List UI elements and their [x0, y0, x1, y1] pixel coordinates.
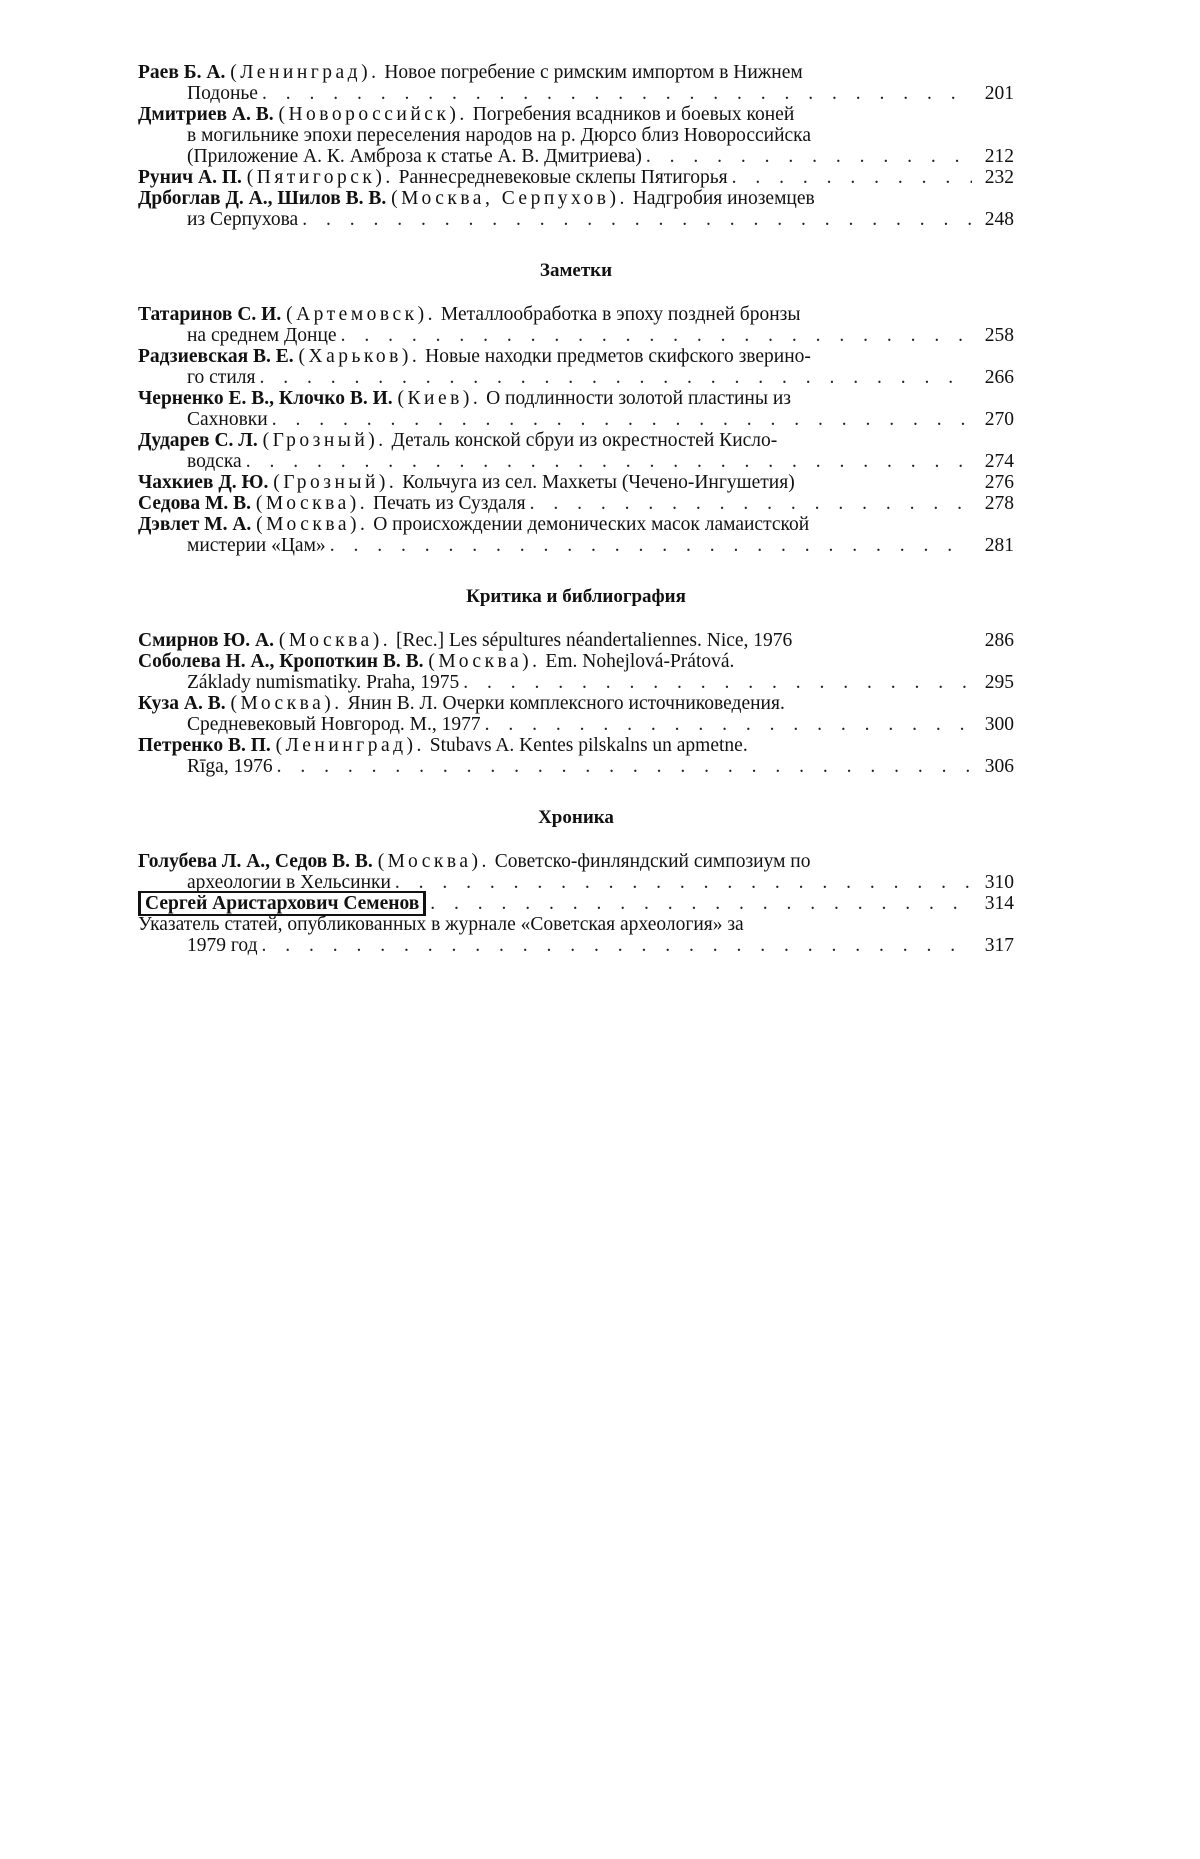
entry-title: Новое погребение с римским импортом в Нижнем	[384, 62, 803, 83]
leader-dots	[302, 209, 972, 230]
entry-text	[138, 914, 744, 935]
leader-dots	[262, 935, 973, 956]
toc-section	[138, 586, 1014, 777]
entry-city: (Москва, Серпухов).	[391, 188, 628, 209]
toc-entry	[138, 167, 1014, 188]
entry-line	[138, 451, 1014, 472]
entry-title: го стиля	[187, 367, 256, 388]
entry-author: Дударев С. Л.	[138, 430, 258, 451]
entry-title: мистерии «Цам»	[187, 535, 326, 556]
entry-city: (Грозный).	[273, 472, 398, 493]
entry-line	[138, 735, 1014, 756]
entry-city: (Ленинград).	[275, 735, 425, 756]
entry-title: Сахновки	[187, 409, 268, 430]
toc-entry	[138, 346, 1014, 388]
entry-text	[138, 62, 803, 83]
toc-entry	[138, 188, 1014, 230]
entry-line	[138, 672, 1014, 693]
toc-section	[138, 260, 1014, 556]
toc-entry	[138, 304, 1014, 346]
entry-line	[138, 167, 1014, 188]
entry-line	[138, 872, 1014, 893]
entry-text	[187, 672, 459, 693]
entry-city: (Грозный).	[262, 430, 387, 451]
entry-author: Рунич А. П.	[138, 167, 242, 188]
entry-city: (Харьков).	[298, 346, 421, 367]
toc-entry	[138, 914, 1014, 956]
entry-line	[138, 472, 1014, 493]
page-number: 266	[984, 367, 1014, 388]
entry-title: 1979 год	[187, 935, 258, 956]
toc-entry	[138, 388, 1014, 430]
entry-title: Кольчуга из сел. Махкеты (Чечено-Ингушетия)	[402, 472, 795, 493]
entry-title: Подонье	[187, 83, 258, 104]
entry-text	[187, 209, 298, 230]
entry-author: Дмитриев А. В.	[138, 104, 274, 125]
entry-text	[138, 472, 795, 493]
entry-author: Голубева Л. А., Седов В. В.	[138, 851, 373, 872]
entry-line	[138, 514, 1014, 535]
entry-text	[138, 693, 785, 714]
page-number: 317	[984, 935, 1014, 956]
entry-line	[138, 493, 1014, 514]
toc-section	[138, 807, 1014, 956]
toc-section	[138, 62, 1014, 230]
entry-text	[138, 514, 809, 535]
entry-text	[187, 714, 481, 735]
entry-line	[138, 851, 1014, 872]
entry-title: Раннесредневековые склепы Пятигорья	[398, 167, 728, 188]
leader-dots	[430, 893, 972, 914]
entry-text	[138, 167, 728, 188]
leader-dots	[732, 167, 972, 188]
entry-text	[138, 735, 748, 756]
entry-author: Соболева Н. А., Кропоткин В. В.	[138, 651, 424, 672]
page-number: 274	[984, 451, 1014, 472]
entry-author: Дрбоглав Д. А., Шилов В. В.	[138, 188, 387, 209]
entry-text	[187, 325, 337, 346]
entry-text	[187, 535, 326, 556]
entry-text	[187, 935, 258, 956]
entry-text	[138, 346, 811, 367]
toc-entry	[138, 104, 1014, 167]
page-number: 300	[984, 714, 1014, 735]
entry-line	[138, 693, 1014, 714]
page-number: 314	[984, 893, 1014, 914]
toc-entry	[138, 735, 1014, 777]
entry-line	[138, 388, 1014, 409]
page-number: 295	[984, 672, 1014, 693]
page-number: 232	[984, 167, 1014, 188]
toc-entry	[138, 514, 1014, 556]
entry-author: Куза А. В.	[138, 693, 226, 714]
entry-city: (Новороссийск).	[278, 104, 468, 125]
entry-line	[138, 935, 1014, 956]
leader-dots	[395, 872, 972, 893]
entry-author: Седова М. В.	[138, 493, 252, 514]
entry-line	[138, 714, 1014, 735]
page-number: 276	[984, 472, 1014, 493]
section-title: Заметки	[539, 260, 613, 281]
entry-author: Черненко Е. В., Клочко В. И.	[138, 388, 393, 409]
section-title: Хроника	[538, 807, 614, 828]
toc-entry	[138, 630, 1014, 651]
entry-title: Základy numismatiky. Praha, 1975	[187, 672, 460, 693]
entry-author: Татаринов С. И.	[138, 304, 282, 325]
toc-entry	[138, 493, 1014, 514]
entry-title: [Rec.] Les sépultures néandertaliennes. Nice, 1976	[395, 630, 793, 651]
entry-text	[187, 83, 258, 104]
entry-title: Печать из Суздаля	[372, 493, 526, 514]
entry-title: Надгробия иноземцев	[632, 188, 815, 209]
entry-text	[138, 430, 777, 451]
toc-entry	[138, 62, 1014, 104]
entry-text	[138, 188, 815, 209]
entry-title: Погребения всадников и боевых коней	[472, 104, 795, 125]
entry-city: (Пятигорск).	[246, 167, 394, 188]
entry-title: О подлинности золотой пластины из	[486, 388, 791, 409]
entry-line	[138, 83, 1014, 104]
leader-dots	[277, 756, 972, 777]
entry-title: в могильнике эпохи переселения народов на р. Дюрсо близ Новороссийска	[187, 125, 812, 146]
section-title: Критика и библиография	[466, 586, 686, 607]
entry-title: (Приложение А. К. Амброза к статье А. В. Дмитриева)	[187, 146, 642, 167]
entry-author: Смирнов Ю. А.	[138, 630, 275, 651]
leader-dots	[272, 409, 972, 430]
leader-dots	[341, 325, 972, 346]
leader-dots	[262, 83, 972, 104]
page-number: 248	[984, 209, 1014, 230]
entry-title: Rīga, 1976	[187, 756, 273, 777]
entry-text	[187, 367, 255, 388]
entry-city: (Москва).	[278, 630, 392, 651]
entry-text	[138, 493, 526, 514]
toc-entry	[138, 651, 1014, 693]
entry-text	[187, 146, 642, 167]
page-number: 310	[984, 872, 1014, 893]
entry-city: (Киев).	[397, 388, 482, 409]
entry-line	[138, 304, 1014, 325]
entry-line	[138, 651, 1014, 672]
leader-dots	[259, 367, 972, 388]
page-number: 306	[984, 756, 1014, 777]
entry-city: (Артемовск).	[286, 304, 437, 325]
entry-line	[138, 125, 1014, 146]
entry-author: Дэвлет М. А.	[138, 514, 252, 535]
leader-dots	[330, 535, 972, 556]
page-number: 212	[984, 146, 1014, 167]
entry-line	[138, 346, 1014, 367]
entry-title: Советско-финляндский симпозиум по	[494, 851, 811, 872]
entry-text	[138, 388, 791, 409]
entry-text	[187, 125, 811, 146]
entry-line	[138, 188, 1014, 209]
entry-author: Радзиевская В. Е.	[138, 346, 294, 367]
entry-line	[138, 325, 1014, 346]
entry-line	[138, 893, 1014, 914]
entry-title: Указатель статей, опубликованных в журнале «Советская археология» за	[138, 914, 744, 935]
entry-text	[187, 409, 268, 430]
entry-title: Новые находки предметов скифского зверино-	[425, 346, 811, 367]
entry-city: (Ленинград).	[230, 62, 380, 83]
entry-title: Stubavs A. Kentes pilskalns un apmetne.	[429, 735, 748, 756]
entry-title: на среднем Донце	[187, 325, 337, 346]
entry-author: Чахкиев Д. Ю.	[138, 472, 269, 493]
toc-entry	[138, 893, 1014, 914]
table-of-contents	[138, 62, 1014, 956]
entry-title: Средневековый Новгород. М., 1977	[187, 714, 481, 735]
page-number: 278	[984, 493, 1014, 514]
page-number: 286	[984, 630, 1014, 651]
entry-line	[138, 146, 1014, 167]
leader-dots	[246, 451, 972, 472]
entry-line	[138, 409, 1014, 430]
leader-dots	[646, 146, 972, 167]
entry-title: Янин В. Л. Очерки комплексного источниковедения.	[347, 693, 785, 714]
entry-line	[138, 756, 1014, 777]
toc-entry	[138, 693, 1014, 735]
entry-line	[138, 914, 1014, 935]
entry-title: Em. Nohejlová-Prátová.	[545, 651, 735, 672]
page-number: 258	[984, 325, 1014, 346]
entry-title: водска	[187, 451, 242, 472]
page-number: 281	[984, 535, 1014, 556]
page-number: 270	[984, 409, 1014, 430]
entry-line	[138, 367, 1014, 388]
entry-author: Раев Б. А.	[138, 62, 226, 83]
entry-text	[138, 651, 734, 672]
toc-entry	[138, 430, 1014, 472]
entry-title: из Серпухова	[187, 209, 299, 230]
entry-title: Деталь конской сбруи из окрестностей Кисло-	[391, 430, 778, 451]
entry-text	[138, 630, 792, 651]
entry-line	[138, 535, 1014, 556]
toc-entry	[138, 472, 1014, 493]
entry-city: (Москва).	[255, 493, 369, 514]
entry-line	[138, 62, 1014, 83]
leader-dots	[530, 493, 972, 514]
entry-city: (Москва).	[428, 651, 541, 672]
toc-entry	[138, 851, 1014, 893]
entry-city: (Москва).	[377, 851, 490, 872]
leader-dots	[485, 714, 972, 735]
entry-text	[138, 104, 794, 125]
entry-text	[187, 756, 273, 777]
entry-text	[138, 893, 426, 914]
entry-line	[138, 104, 1014, 125]
entry-text	[187, 872, 391, 893]
entry-city: (Москва).	[256, 514, 369, 535]
entry-line	[138, 209, 1014, 230]
entry-city: (Москва).	[230, 693, 343, 714]
leader-dots	[463, 672, 972, 693]
entry-line	[138, 630, 1014, 651]
page-number: 201	[984, 83, 1014, 104]
memorial-name-box: Сергей Аристархович Семенов	[138, 891, 426, 916]
entry-text	[138, 851, 810, 872]
entry-title: археологии в Хельсинки	[187, 872, 391, 893]
entry-title: О происхождении демонических масок ламаистской	[373, 514, 810, 535]
entry-text	[138, 304, 800, 325]
entry-author: Петренко В. П.	[138, 735, 271, 756]
entry-title: Металлообработка в эпоху поздней бронзы	[440, 304, 801, 325]
entry-line	[138, 430, 1014, 451]
entry-text	[187, 451, 242, 472]
